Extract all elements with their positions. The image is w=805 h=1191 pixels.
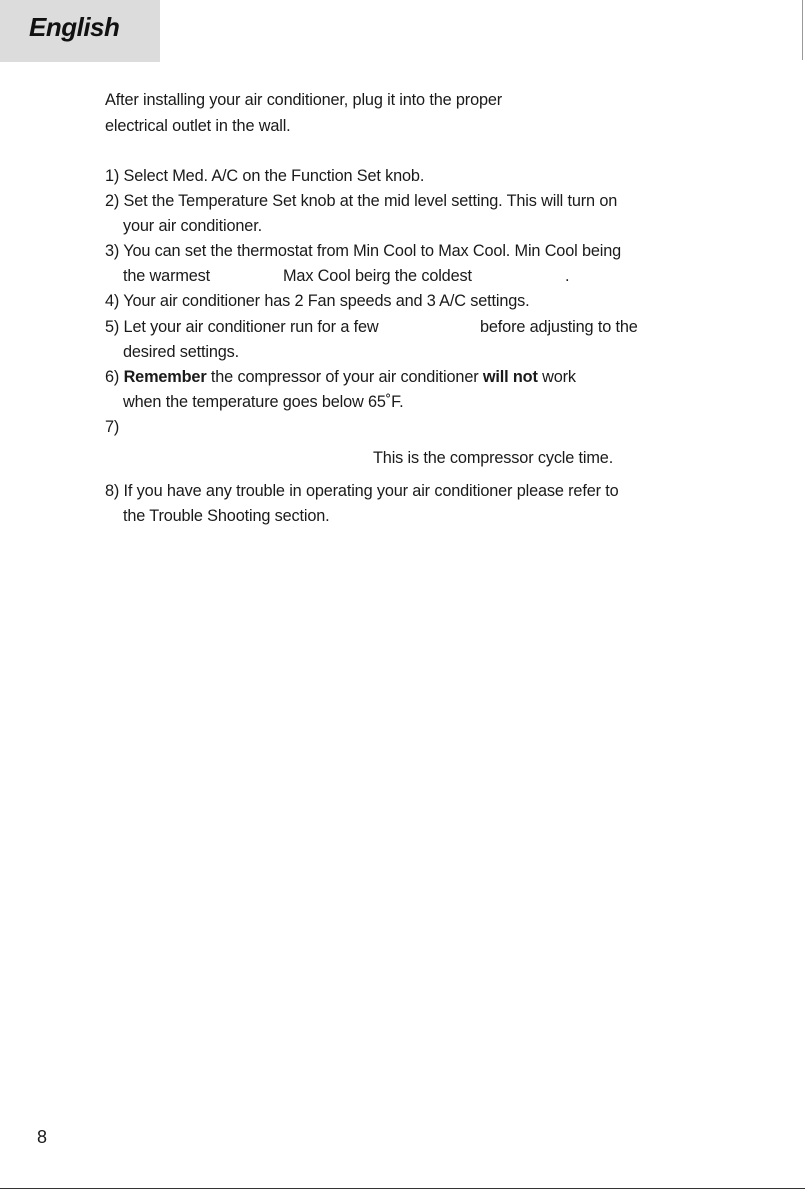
- intro-line-2: electrical outlet in the wall.: [105, 117, 291, 135]
- step-3-cont-b: Max Cool beirg the coldest: [283, 267, 472, 285]
- step-1: 1) Select Med. A/C on the Function Set knob.: [105, 167, 425, 185]
- step-6-num: 6): [105, 368, 124, 386]
- step-6-cont: when the temperature goes below 65˚F.: [123, 393, 404, 411]
- step-7-cont: This is the compressor cycle time.: [373, 449, 614, 467]
- language-tab: [0, 0, 160, 62]
- step-2: 2) Set the Temperature Set knob at the mid level setting. This will turn on: [105, 192, 618, 210]
- margin-rule: [802, 0, 803, 60]
- step-6: [105, 367, 576, 387]
- step-5-b: before adjusting to the: [480, 318, 638, 336]
- step-8: 8) If you have any trouble in operating your air conditioner please refer to: [105, 482, 619, 500]
- step-2-cont: your air conditioner.: [123, 217, 262, 235]
- page-bottom-rule: [0, 1188, 805, 1189]
- step-3-cont-a: the warmest: [123, 267, 211, 285]
- language-label: English: [29, 12, 120, 42]
- step-5-cont: desired settings.: [123, 343, 240, 361]
- remember-emphasis: Remember: [123, 368, 207, 386]
- step-6-end: work: [537, 368, 576, 386]
- step-7: 7): [105, 418, 120, 436]
- step-5: 5) Let your air conditioner run for a few: [105, 318, 379, 336]
- step-3-cont-c: .: [565, 267, 570, 285]
- step-4: 4) Your air conditioner has 2 Fan speeds and 3 A/C settings.: [105, 292, 530, 310]
- step-6-mid: the compressor of your air conditioner: [206, 368, 483, 386]
- step-3: 3) You can set the thermostat from Min Cool to Max Cool. Min Cool being: [105, 242, 622, 260]
- will-not-emphasis: will not: [482, 368, 538, 386]
- step-8-cont: the Trouble Shooting section.: [123, 507, 330, 525]
- page-number: 8: [37, 1127, 48, 1147]
- intro-line-1: After installing your air conditioner, plug it into the proper: [105, 91, 503, 109]
